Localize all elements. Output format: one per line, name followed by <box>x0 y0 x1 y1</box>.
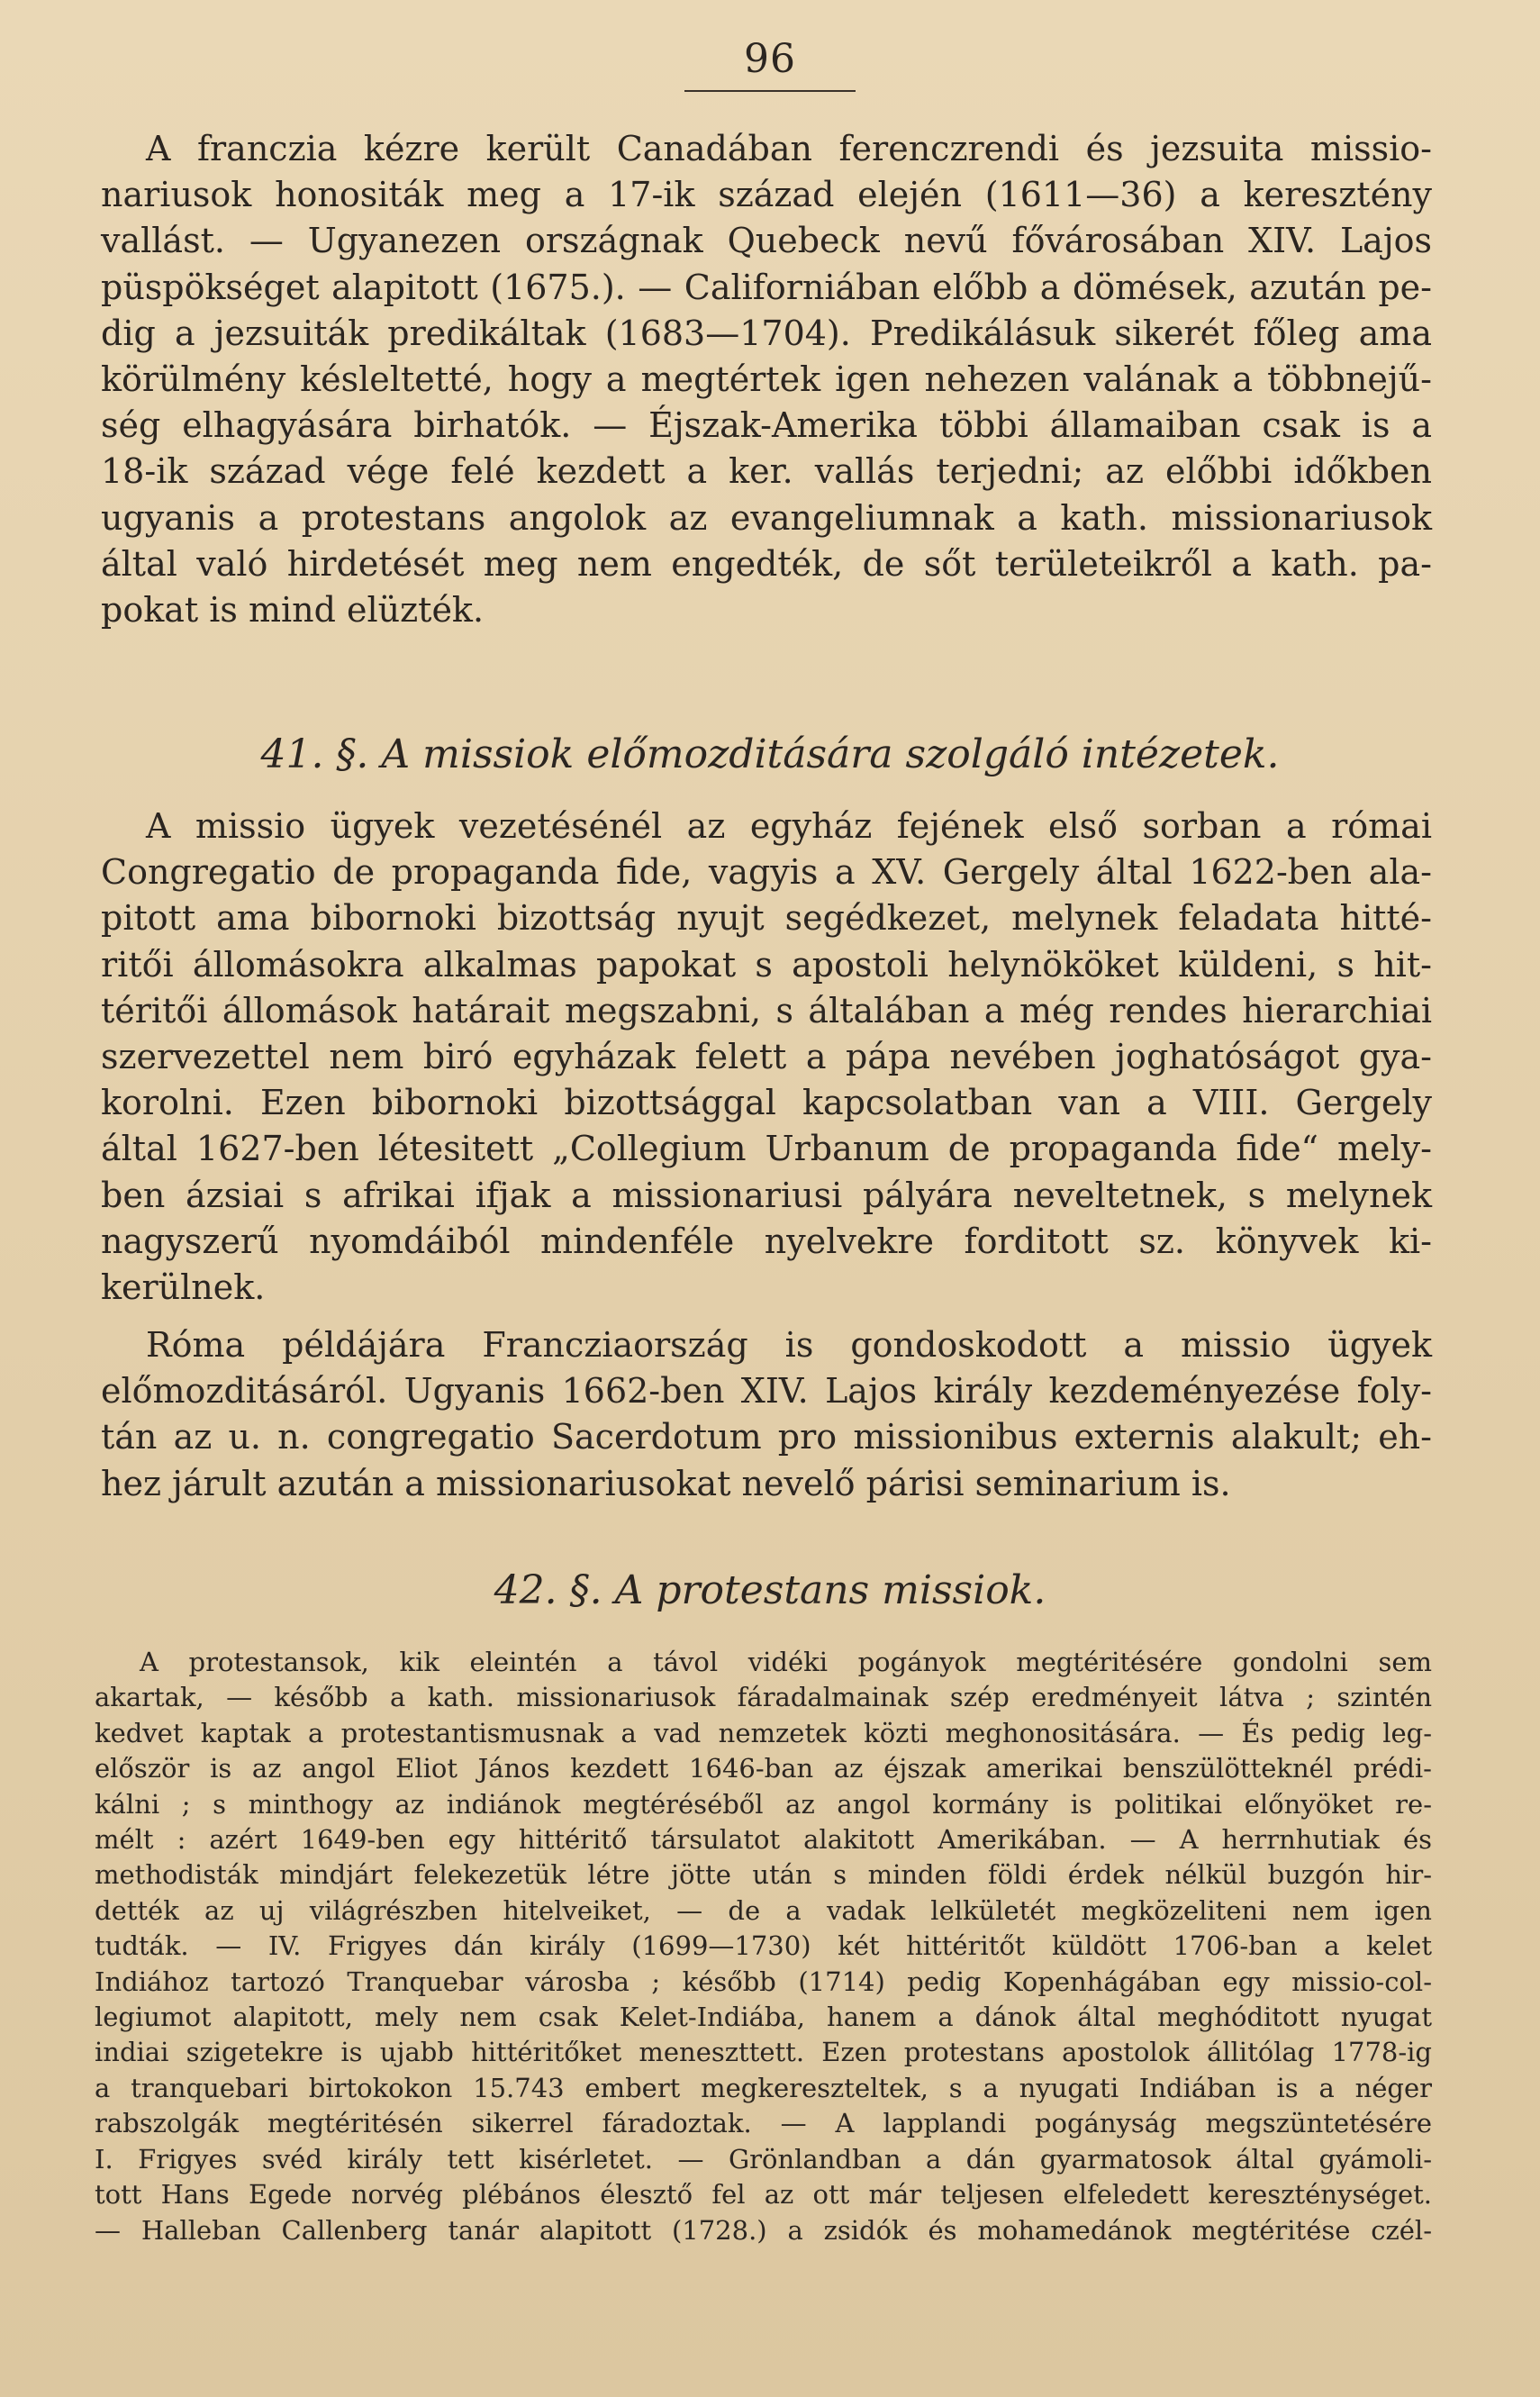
text-line: ség elhagyására birhatók. — Éjszak-Amerika többi államaiban csak is a <box>101 405 1432 446</box>
text-line: nariusok honositák meg a 17-ik század elején (1611—36) a keresztény <box>101 175 1432 215</box>
text-line: ritői állomásokra alkalmas papokat s apostoli helynököket küldeni, s hit- <box>101 944 1432 985</box>
text-line: dették az uj világrészben hitelveiket, — de a vadak lelkületét megközeliteni nem igen <box>95 1894 1432 1926</box>
text-line: ugyanis a protestans angolok az evangeliumnak a kath. missionariusok <box>101 497 1432 538</box>
paragraph-protestant-missions <box>95 1645 1432 2248</box>
paragraph-canada-missions <box>101 126 1432 633</box>
page-number: 96 <box>744 36 796 82</box>
text-line: I. Frigyes svéd király tett kisérletet. — Grönlandban a dán gyarmatosok által gyámoli- <box>95 2143 1432 2175</box>
text-line: A protestansok, kik eleintén a távol vidéki pogányok megtéritésére gondolni sem <box>140 1647 1432 1677</box>
section-heading-41: 41. §. A missiok előmozditására szolgáló intézetek. <box>260 731 1280 777</box>
text-line: indiai szigetekre is ujabb hittéritőket meneszttett. Ezen protestans apostolok állitólag 1778-ig <box>95 2037 1432 2068</box>
text-line: előmozditásáról. Ugyanis 1662-ben XIV. Lajos király kezdeményezése foly- <box>101 1371 1432 1412</box>
text-line: — Halleban Callenberg tanár alapitott (1728.) a zsidók és mohamedánok megtéritése czél- <box>95 2214 1432 2246</box>
text-line: rabszolgák megtéritésén sikerrel fáradoztak. — A lapplandi pogányság megszüntetésére <box>95 2108 1432 2139</box>
text-line: először is az angol Eliot János kezdett 1646-ban az éjszak amerikai benszülötteknél prédi- <box>95 1753 1432 1784</box>
text-line: ben ázsiai s afrikai ifjak a missionariusi pályára neveltetnek, s melynek <box>101 1175 1432 1215</box>
paragraph-france-missions <box>101 1322 1432 1507</box>
text-line: pokat is mind elüzték. <box>101 590 485 631</box>
text-line: Indiához tartozó Tranquebar városba ; később (1714) pedig Kopenhágában egy missio-col- <box>95 1966 1432 1997</box>
text-line: kerülnek. <box>101 1267 266 1308</box>
text-line: korolni. Ezen bibornoki bizottsággal kapcsolatban van a VIII. Gergely <box>101 1083 1432 1123</box>
text-line: legiumot alapitott, mely nem csak Kelet-Indiába, hanem a dánok által meghóditott nyugat <box>95 2002 1432 2033</box>
text-line: 18-ik század vége felé kezdett a ker. vallás terjedni; az előbbi időkben <box>101 451 1432 492</box>
page-number-rule <box>684 90 856 92</box>
text-line: nagyszerű nyomdáiból mindenféle nyelvekre forditott sz. könyvek ki- <box>101 1221 1432 1261</box>
text-line: dig a jezsuiták predikáltak (1683—1704). Predikálásuk sikerét főleg ama <box>101 313 1432 353</box>
text-line: tán az u. n. congregatio Sacerdotum pro missionibus externis alakult; eh- <box>101 1417 1432 1457</box>
text-line: szervezettel nem biró egyházak felett a pápa nevében joghatóságot gya- <box>101 1037 1432 1077</box>
text-line: methodisták mindjárt felekezetük létre jötte után s minden földi érdek nélkül buzgón hir- <box>95 1859 1432 1891</box>
text-line: által 1627-ben létesitett „Collegium Urbanum de propaganda fide“ mely- <box>101 1129 1432 1169</box>
text-line: Róma példájára Francziaország is gondoskodott a missio ügyek <box>146 1325 1432 1365</box>
text-line: körülmény késleltetté, hogy a megtértek igen nehezen valának a többnejű- <box>101 359 1432 400</box>
text-line: püspökséget alapitott (1675.). — Californiában előbb a dömések, azután pe- <box>101 267 1432 307</box>
text-line: pitott ama bibornoki bizottság nyujt segédkezet, melynek feladata hitté- <box>101 898 1432 939</box>
text-line: A missio ügyek vezetésénél az egyház fejének első sorban a római <box>146 806 1432 846</box>
text-line: vallást. — Ugyanezen országnak Quebeck nevű fővárosában XIV. Lajos <box>101 221 1432 261</box>
text-line: kedvet kaptak a protestantismusnak a vad nemzetek közti meghonositására. — És pedig leg- <box>95 1717 1432 1748</box>
text-line: hez járult azután a missionariusokat nevelő párisi seminarium is. <box>101 1463 1231 1503</box>
text-line: tott Hans Egede norvég plébános élesztő fel az ott már teljesen elfeledett kereszténységet. <box>95 2179 1432 2211</box>
text-line: által való hirdetését meg nem engedték, de sőt területeikről a kath. pa- <box>101 543 1432 584</box>
text-line: kálni ; s minthogy az indiánok megtéréséből az angol kormány is politikai előnyöket re- <box>95 1788 1432 1820</box>
text-line: tudták. — IV. Frigyes dán király (1699—1730) két hittéritőt küldött 1706-ban a kelet <box>95 1930 1432 1962</box>
paragraph-propaganda-fide <box>101 804 1432 1311</box>
text-line: Congregatio de propaganda fide, vagyis a XV. Gergely által 1622-ben ala- <box>101 852 1432 893</box>
text-line: A franczia kézre került Canadában ferenczrendi és jezsuita missio- <box>146 129 1432 168</box>
text-line: akartak, — később a kath. missionariusok fáradalmainak szép eredményeit látva ; szintén <box>95 1682 1432 1713</box>
text-line: téritői állomások határait megszabni, s általában a még rendes hierarchiai <box>101 990 1432 1031</box>
text-line: a tranquebari birtokokon 15.743 embert megkereszteltek, s a nyugati Indiában is a néger <box>95 2072 1432 2103</box>
section-heading-42: 42. §. A protestans missiok. <box>494 1567 1046 1613</box>
text-line: mélt : azért 1649-ben egy hittéritő társulatot alakitott Amerikában. — A herrnhutiak és <box>95 1824 1432 1856</box>
